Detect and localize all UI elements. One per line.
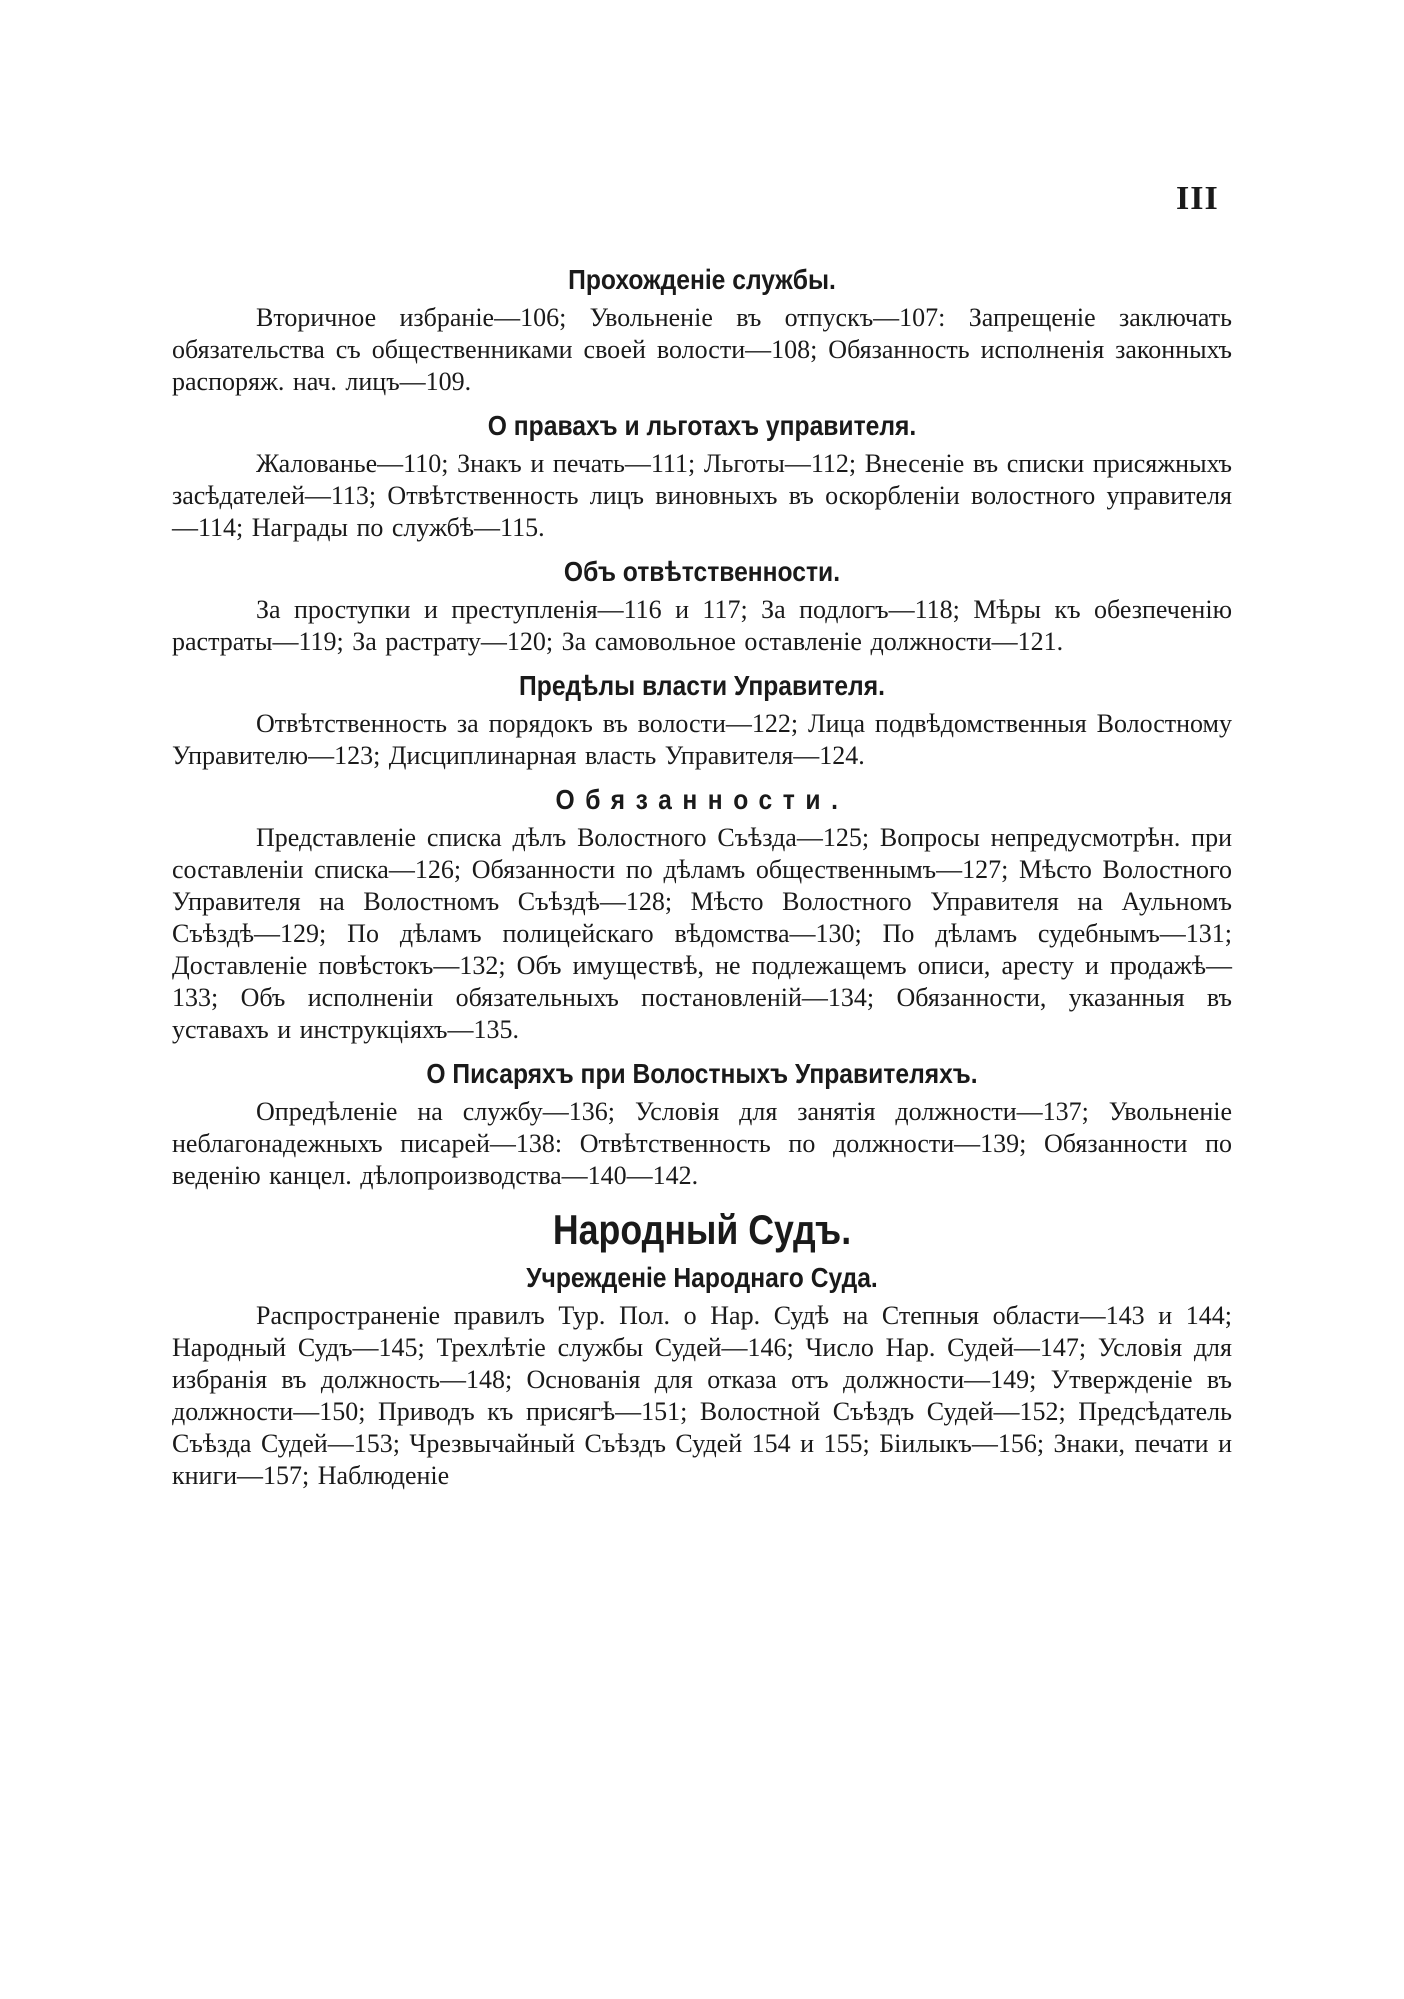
section-text: За проступки и преступленія—116 и 117; За подлогъ—118; Мѣры къ обезпеченію растраты—119; За растрату—120; За самовольное оставленіе должности—121. xyxy=(172,595,1232,656)
section-text: Отвѣтственность за порядокъ въ волости—122; Лица подвѣдомственныя Волостному Управителю—123; Дисциплинарная власть Управителя—124. xyxy=(172,709,1232,770)
section-service xyxy=(172,260,1232,398)
main-title: Народный Судъ. xyxy=(552,1206,852,1253)
section-text: Жалованье—110; Знакъ и печать—111; Льготы—112; Внесеніе въ списки присяжныхъ засѣдателей—113; Отвѣтственность лицъ виновныхъ въ оскорбленіи волостного управителя—114; Награды по службѣ—115. xyxy=(172,449,1232,542)
section-clerks xyxy=(172,1054,1232,1192)
section-heading: О Писаряхъ при Волостныхъ Управителяхъ. xyxy=(426,1058,978,1089)
section-duties xyxy=(172,780,1232,1046)
section-text: Представленіе списка дѣлъ Волостного Съѣзда—125; Вопросы непредусмотрѣн. при составленіи списка—126; Обязанности по дѣламъ общественнымъ—127; Мѣсто Волостного Управителя на Волостномъ Съѣздѣ—128; Мѣсто Волостного Управителя на Аульномъ Съѣздѣ—129; По дѣламъ полицейскаго вѣдомства—130; По дѣламъ судебнымъ—131; Доставленіе повѣстокъ—132; Объ имуществѣ, не подлежащемъ описи, аресту и продажѣ—133; Объ исполненіи обязательныхъ постановленій—134; Обязанности, указанныя въ уставахъ и инструкціяхъ—135. xyxy=(172,823,1232,1044)
section-responsibility xyxy=(172,552,1232,658)
section-heading: Объ отвѣтственности. xyxy=(563,556,841,587)
section-heading: Прохожденіе службы. xyxy=(568,264,836,295)
section-heading: Предѣлы власти Управителя. xyxy=(519,670,885,701)
section-heading: Обязанности. xyxy=(555,784,849,815)
section-heading: О правахъ и льготахъ управителя. xyxy=(487,410,917,441)
section-text: Распространеніе правилъ Тур. Пол. о Нар. Судѣ на Степныя области—143 и 144; Народный Судъ—145; Трехлѣтіе службы Судей—146; Число Нар. Судей—147; Условія для избранія въ должность—148; Основанія для отказа отъ должности—149; Утвержденіе въ должности—150; Приводъ къ присягѣ—151; Волостной Съѣздъ Судей—152; Предсѣдатель Съѣзда Судей—153; Чрезвычайный Съѣздъ Судей 154 и 155; Біилыкъ—156; Знаки, печати и книги—157; Наблюденіе xyxy=(172,1301,1232,1490)
document-page xyxy=(172,180,1232,1500)
section-rights xyxy=(172,406,1232,544)
section-text: Вторичное избраніе—106; Увольненіе въ отпускъ—107: Запрещеніе заключать обязательства съ общественниками своей волости—108; Обязанность исполненія законныхъ распоряж. нач. лицъ—109. xyxy=(172,303,1232,396)
section-heading: Учрежденіе Народнаго Суда. xyxy=(526,1262,878,1293)
section-authority xyxy=(172,666,1232,772)
section-court-establishment xyxy=(172,1258,1232,1492)
page-number: III xyxy=(1176,180,1219,217)
section-text: Опредѣленіе на службу—136; Условія для занятія должности—137; Увольненіе неблагонадежныхъ писарей—138: Отвѣтственность по должности—139; Обязанности по веденію канцел. дѣлопроизводства—140—142. xyxy=(172,1097,1232,1190)
